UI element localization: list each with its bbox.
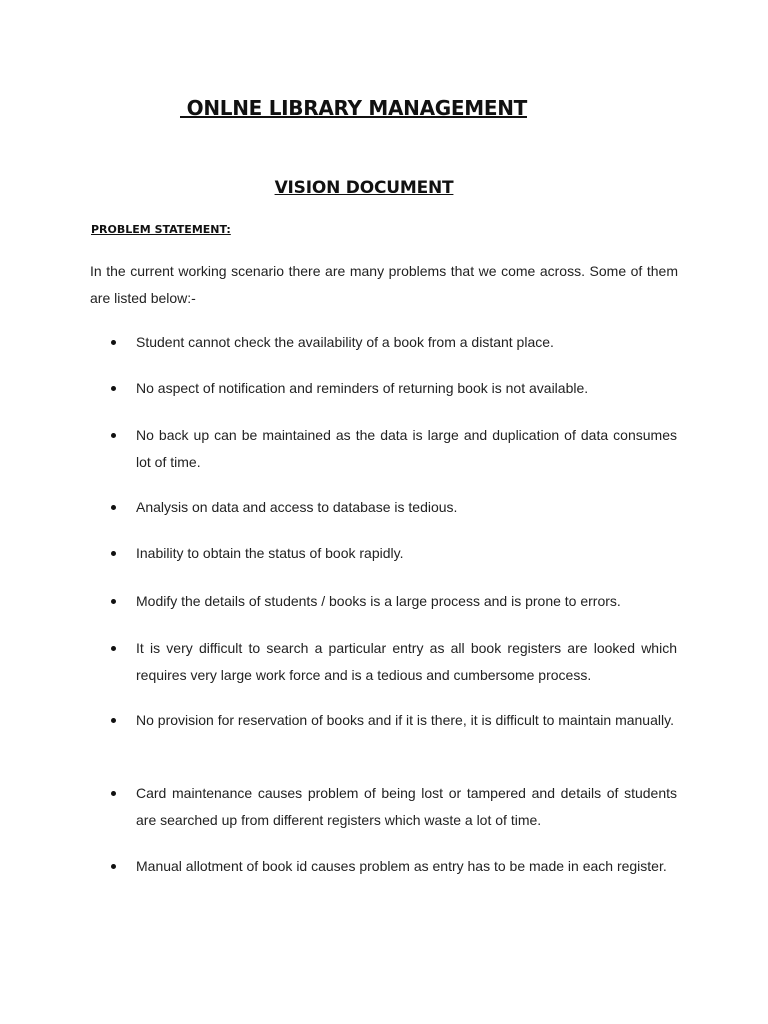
bullet-icon	[111, 599, 116, 604]
bullet-icon	[111, 718, 116, 723]
problem-text: It is very difficult to search a particular entry as all book registers are looked which requires very large work force and is a tedious and cumbersome process.	[136, 640, 677, 683]
document-subtitle: VISION DOCUMENT	[274, 178, 454, 198]
problem-text: No back up can be maintained as the data is large and duplication of data consumes lot of time.	[136, 427, 677, 470]
bullet-icon	[111, 646, 116, 651]
problem-text: No aspect of notification and reminders of returning book is not available.	[136, 380, 589, 396]
problem-text: Card maintenance causes problem of being lost or tampered and details of students are searched up from different registers which waste a lot of time.	[136, 785, 677, 828]
bullet-icon	[111, 386, 116, 391]
problem-text: Analysis on data and access to database is tedious.	[136, 499, 458, 515]
bullet-icon	[111, 551, 116, 556]
problem-text: Inability to obtain the status of book rapidly.	[136, 545, 404, 561]
section-heading-problem-statement: PROBLEM STATEMENT:	[91, 223, 231, 236]
document-title: ONLNE LIBRARY MANAGEMENT	[180, 96, 527, 120]
intro-paragraph: In the current working scenario there are many problems that we come across. Some of them are listed below:-	[90, 263, 678, 306]
bullet-icon	[111, 340, 116, 345]
bullet-icon	[111, 505, 116, 510]
problem-text: Manual allotment of book id causes problem as entry has to be made in each register.	[136, 858, 667, 874]
bullet-icon	[111, 791, 116, 796]
bullet-icon	[111, 864, 116, 869]
problem-text: No provision for reservation of books and if it is there, it is difficult to maintain manually.	[136, 712, 674, 728]
problem-text: Modify the details of students / books is a large process and is prone to errors.	[136, 593, 621, 609]
bullet-icon	[111, 433, 116, 438]
problem-text: Student cannot check the availability of a book from a distant place.	[136, 334, 554, 350]
